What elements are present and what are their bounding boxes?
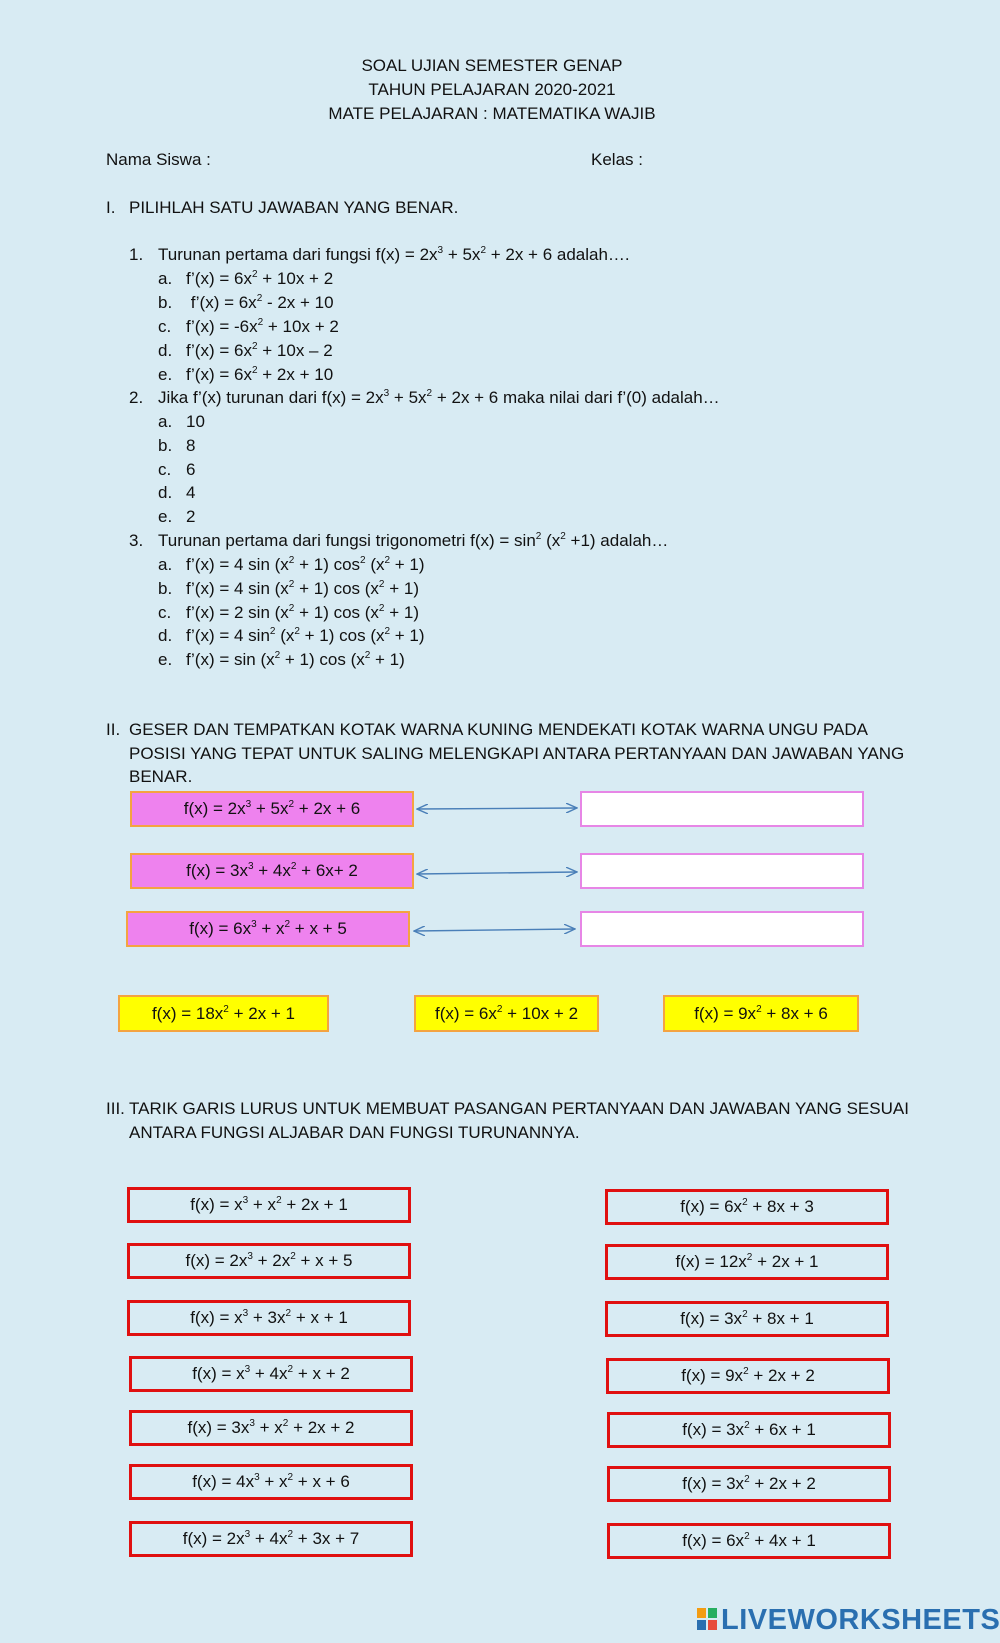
option-text: f’(x) = $6x^2 + 10x + 2$ (186, 269, 334, 288)
option-text: f’(x) = $6x^2 + 10x - 2$ (186, 341, 333, 360)
section-3-numeral: III. (106, 1099, 125, 1118)
header-line-1: SOAL UJIAN SEMESTER GENAP (361, 56, 623, 75)
option-1d[interactable] (158, 339, 333, 363)
option-letter: d. (158, 626, 173, 645)
function-box-1[interactable]: $f(x) = x^3 + x^2 + 2x + 1$ (127, 1187, 411, 1223)
option-3e[interactable] (158, 648, 405, 672)
option-3c[interactable] (158, 601, 419, 625)
option-text: 2 (186, 507, 196, 526)
pink-question-box-3: $f(x) = 6x^3 + x^2 + x + 5$ (126, 911, 410, 947)
option-3b[interactable] (158, 577, 419, 601)
class-label: Kelas : (591, 150, 643, 169)
option-2b[interactable] (158, 434, 195, 458)
option-text: 10 (186, 412, 205, 431)
function-box-5[interactable]: $f(x) = 3x^3 + x^2 + 2x + 2$ (129, 1410, 413, 1446)
function-box-3[interactable]: $f(x) = x^3 + 3x^2 + x + 1$ (127, 1300, 411, 1336)
option-letter: a. (158, 412, 173, 431)
option-3a[interactable] (158, 553, 425, 577)
derivative-box-7[interactable]: $f(x) = 6x^2 + 4x + 1$ (607, 1523, 891, 1559)
option-letter: e. (158, 507, 173, 526)
liveworksheets-mark-icon (697, 1608, 719, 1632)
option-text: 8 (186, 436, 196, 455)
derivative-box-6[interactable]: $f(x) = 3x^2 + 2x + 2$ (607, 1466, 891, 1502)
option-letter: a. (158, 555, 173, 574)
option-letter: b. (158, 579, 173, 598)
option-1e[interactable] (158, 363, 333, 387)
option-3d[interactable] (158, 624, 425, 648)
option-text: 6 (186, 460, 196, 479)
header-line-3: MATE PELAJARAN : MATEMATIKA WAJIB (328, 104, 656, 123)
brand-name: LIVEWORKSHEETS (721, 1604, 1000, 1636)
yellow-answer-box-1[interactable]: $f(x) = 18x^2 + 2x + 1$ (118, 995, 329, 1032)
drop-target-2[interactable] (580, 853, 864, 889)
option-text: f’(x) = 4 $\sin (x^2 + 1)$ $\cos^2 (x^2 + 1)$ (186, 555, 425, 574)
option-letter: c. (158, 603, 172, 622)
option-text: f’(x) = $6x^2 - 2x + 10$ (186, 293, 334, 312)
derivative-box-1[interactable]: $f(x) = 6x^2 + 8x + 3$ (605, 1189, 889, 1225)
question-number: 3. (129, 531, 144, 550)
option-text: f’(x) = 2 $\sin (x^2 + 1)$ $\cos (x^2 + 1)$ (186, 603, 419, 622)
option-letter: d. (158, 483, 173, 502)
option-2e[interactable] (158, 505, 195, 529)
option-letter: a. (158, 269, 173, 288)
function-box-6[interactable]: $f(x) = 4x^3 + x^2 + x + 6$ (129, 1464, 413, 1500)
section-2-instruction: GESER DAN TEMPATKAN KOTAK WARNA KUNING MENDEKATI KOTAK WARNA UNGU PADA POSISI YANG TEPAT UNTUK SALING MELENGKAPI ANTARA PERTANYAAN DAN JAWABAN YANG BENAR. (129, 720, 905, 787)
question-1 (129, 243, 630, 267)
option-text: f’(x) = $\sin (x^2 + 1)$ $\cos (x^2 + 1)$ (186, 650, 405, 669)
question-text: Turunan pertama dari fungsi trigonometri $f(x) = \sin^2 (x^2 +1)$ adalah… (158, 531, 669, 550)
double-arrow-2 (417, 872, 577, 874)
option-letter: c. (158, 317, 172, 336)
option-text: f’(x) = $-6x^2 + 10x + 2$ (186, 317, 339, 336)
liveworksheets-logo (697, 1604, 1000, 1638)
function-box-2[interactable]: $f(x) = 2x^3 + 2x^2 + x + 5$ (127, 1243, 411, 1279)
derivative-box-4[interactable]: $f(x) = 9x^2 + 2x + 2$ (606, 1358, 890, 1394)
question-2 (129, 386, 720, 410)
pink-question-box-2: $f(x) = 3x^3 + 4x^2 + 6x+ 2$ (130, 853, 414, 889)
section-1-numeral: I. (106, 198, 116, 217)
question-text: Turunan pertama dari fungsi $f(x) = 2x^3 + 5x^2 + 2x + 6$ adalah…. (158, 245, 630, 264)
derivative-box-3[interactable]: $f(x) = 3x^2 + 8x + 1$ (605, 1301, 889, 1337)
option-2a[interactable] (158, 410, 205, 434)
option-text: f’(x) = $6x^2 + 2x + 10$ (186, 365, 334, 384)
drop-target-3[interactable] (580, 911, 864, 947)
option-letter: d. (158, 341, 173, 360)
section-2-numeral: II. (106, 720, 121, 739)
option-1c[interactable] (158, 315, 339, 339)
section-3-instruction: TARIK GARIS LURUS UNTUK MEMBUAT PASANGAN PERTANYAAN DAN JAWABAN YANG SESUAI ANTARA FUNGSI ALJABAR DAN FUNGSI TURUNANNYA. (129, 1099, 909, 1142)
student-name-label: Nama Siswa : (106, 150, 211, 169)
pink-question-box-1: $f(x) = 2x^3 + 5x^2 + 2x + 6$ (130, 791, 414, 827)
drop-target-1[interactable] (580, 791, 864, 827)
option-letter: e. (158, 650, 173, 669)
option-2c[interactable] (158, 458, 195, 482)
question-3 (129, 529, 668, 553)
function-box-4[interactable]: $f(x) = x^3 + 4x^2 + x + 2$ (129, 1356, 413, 1392)
option-1b[interactable] (158, 291, 334, 315)
function-box-7[interactable]: $f(x) = 2x^3 + 4x^2 + 3x + 7$ (129, 1521, 413, 1557)
option-text: 4 (186, 483, 196, 502)
double-arrow-3 (414, 929, 575, 931)
yellow-answer-box-3[interactable]: $f(x) = 9x^2 + 8x + 6$ (663, 995, 859, 1032)
option-letter: b. (158, 293, 173, 312)
option-2d[interactable] (158, 481, 195, 505)
section-1-title: PILIHLAH SATU JAWABAN YANG BENAR. (129, 198, 459, 217)
header-line-2: TAHUN PELAJARAN 2020-2021 (368, 80, 616, 99)
question-text: Jika f’(x) turunan dari $f(x) = 2x^3 + 5x^2 + 2x + 6$ maka nilai dari f’(0) adalah… (158, 388, 720, 407)
question-number: 2. (129, 388, 144, 407)
option-letter: c. (158, 460, 172, 479)
option-text: f’(x) = 4 $\sin^2 (x^2 + 1)$ $\cos (x^2 + 1)$ (186, 626, 425, 645)
option-letter: e. (158, 365, 173, 384)
option-text: f’(x) = 4 $\sin (x^2 + 1)$ $\cos (x^2 + 1)$ (186, 579, 419, 598)
yellow-answer-box-2[interactable]: $f(x) = 6x^2 + 10x + 2$ (414, 995, 599, 1032)
option-letter: b. (158, 436, 173, 455)
double-arrow-1 (417, 808, 577, 809)
derivative-box-2[interactable]: $f(x) = 12x^2 + 2x + 1$ (605, 1244, 889, 1280)
derivative-box-5[interactable]: $f(x) = 3x^2 + 6x + 1$ (607, 1412, 891, 1448)
option-1a[interactable] (158, 267, 333, 291)
worksheet-header (0, 54, 984, 126)
question-number: 1. (129, 245, 144, 264)
